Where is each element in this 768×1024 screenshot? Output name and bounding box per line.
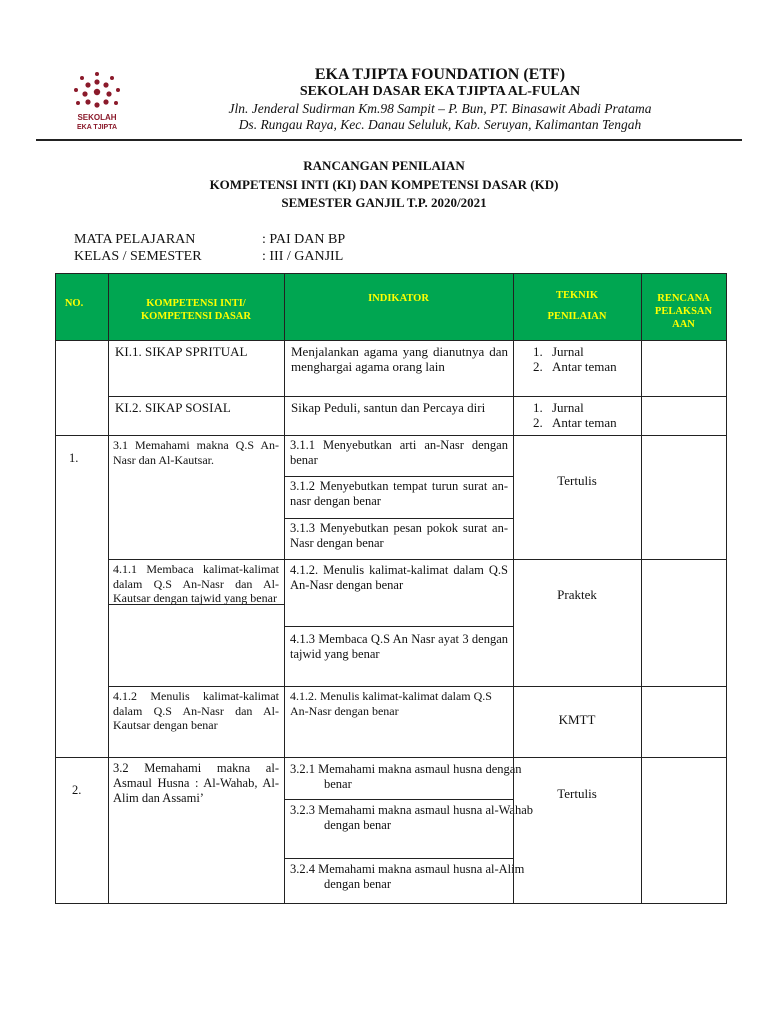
doc-title-2: KOMPETENSI INTI (KI) DAN KOMPETENSI DASAR (KD)	[209, 177, 559, 192]
doc-title-3: SEMESTER GANJIL T.P. 2020/2021	[281, 195, 487, 210]
teknik-praktek: Praktek	[557, 587, 597, 602]
ki2-indikator: Sikap Peduli, santun dan Percaya diri	[291, 400, 486, 415]
logo-text-2: EKA TJIPTA	[76, 124, 118, 131]
address-line-2: Ds. Rungau Raya, Kec. Danau Seluluk, Kab. Seruyan, Kalimantan Tengah	[238, 117, 642, 132]
row-number-1: 1.	[69, 451, 79, 465]
indikator-3-1-3: 3.1.3 Menyebutkan pesan pokok surat an-Nasr dengan benar	[290, 521, 508, 550]
row-number-2: 2.	[72, 783, 82, 797]
ki2-teknik	[516, 400, 640, 430]
indikator-4-1-2-menulis: 4.1.2. Menulis kalimat-kalimat dalam Q.S An-Nasr dengan benar	[290, 689, 492, 718]
school-name: SEKOLAH DASAR EKA TJIPTA AL-FULAN	[299, 84, 581, 99]
header-kompetensi: KOMPETENSI INTI/ KOMPETENSI DASAR	[141, 298, 251, 322]
logo-text-1: SEKOLAH	[77, 113, 117, 122]
indikator-3-2-4: 3.2.4 Memahami makna asmaul husna al-Alim dengan benar	[290, 862, 525, 891]
indikator-4-1-3: 4.1.3 Membaca Q.S An Nasr ayat 3 dengan tajwid yang benar	[290, 632, 508, 661]
indikator-4-1-2: 4.1.2. Menulis kalimat-kalimat dalam Q.S An-Nasr dengan benar	[290, 563, 508, 592]
indikator-3-2-1: 3.2.1 Memahami makna asmaul husna dengan benar	[290, 762, 522, 791]
school-logo	[62, 70, 132, 140]
list-item: 2. Antar teman	[546, 415, 640, 430]
class-label: KELAS / SEMESTER	[74, 249, 202, 264]
subject-value: : PAI DAN BP	[262, 232, 346, 247]
teknik-tertulis-2: Tertulis	[557, 786, 597, 801]
kd-3-1: 3.1 Memahami makna Q.S An-Nasr dan Al-Kautsar.	[113, 438, 279, 467]
indikator-3-1-2: 3.1.2 Menyebutkan tempat turun surat an-nasr dengan benar	[290, 479, 508, 508]
header-no: NO.	[64, 298, 84, 309]
teknik-kmtt: KMTT	[558, 712, 596, 727]
ki1-teknik	[516, 344, 640, 374]
ki1-indikator: Menjalankan agama yang dianutnya dan menghargai agama orang lain	[291, 344, 508, 374]
indikator-3-2-3: 3.2.3 Memahami makna asmaul husna al-Wahab dengan benar	[290, 803, 534, 832]
kd-4-1-2: 4.1.2 Menulis kalimat-kalimat dalam Q.S An-Nasr dan Al-Kautsar dengan benar	[113, 689, 279, 732]
class-value: : III / GANJIL	[262, 249, 344, 264]
list-item: 1. Jurnal	[546, 400, 640, 415]
ki1-label: KI.1. SIKAP SPRITUAL	[115, 344, 248, 359]
ki2-label: KI.2. SIKAP SOSIAL	[115, 400, 231, 415]
header-divider	[36, 139, 742, 141]
foundation-name: EKA TJIPTA FOUNDATION (ETF)	[314, 66, 566, 83]
list-item: 2. Antar teman	[546, 359, 640, 374]
address-line-1: Jln. Jenderal Sudirman Km.98 Sampit – P. Bun, PT. Binasawit Abadi Pratama	[228, 101, 652, 116]
kd-4-1-1: 4.1.1 Membaca kalimat-kalimat dalam Q.S An-Nasr dan Al-Kautsar dengan tajwid yang benar	[113, 562, 279, 605]
list-item: 1. Jurnal	[546, 344, 640, 359]
teknik-tertulis-1: Tertulis	[557, 473, 597, 488]
doc-title-1: RANCANGAN PENILAIAN	[303, 158, 465, 173]
indikator-3-1-1: 3.1.1 Menyebutkan arti an-Nasr dengan benar	[290, 438, 508, 467]
subject-label: MATA PELAJARAN	[74, 232, 196, 247]
header-rencana: RENCANA PELAKSAN AAN	[654, 293, 713, 330]
header-indikator: INDIKATOR	[368, 293, 429, 304]
header-teknik: TEKNIK PENILAIAN	[547, 290, 607, 322]
kd-3-2: 3.2 Memahami makna al-Asmaul Husna : Al-Wahab, Al-Alim dan Assami’	[113, 761, 279, 805]
